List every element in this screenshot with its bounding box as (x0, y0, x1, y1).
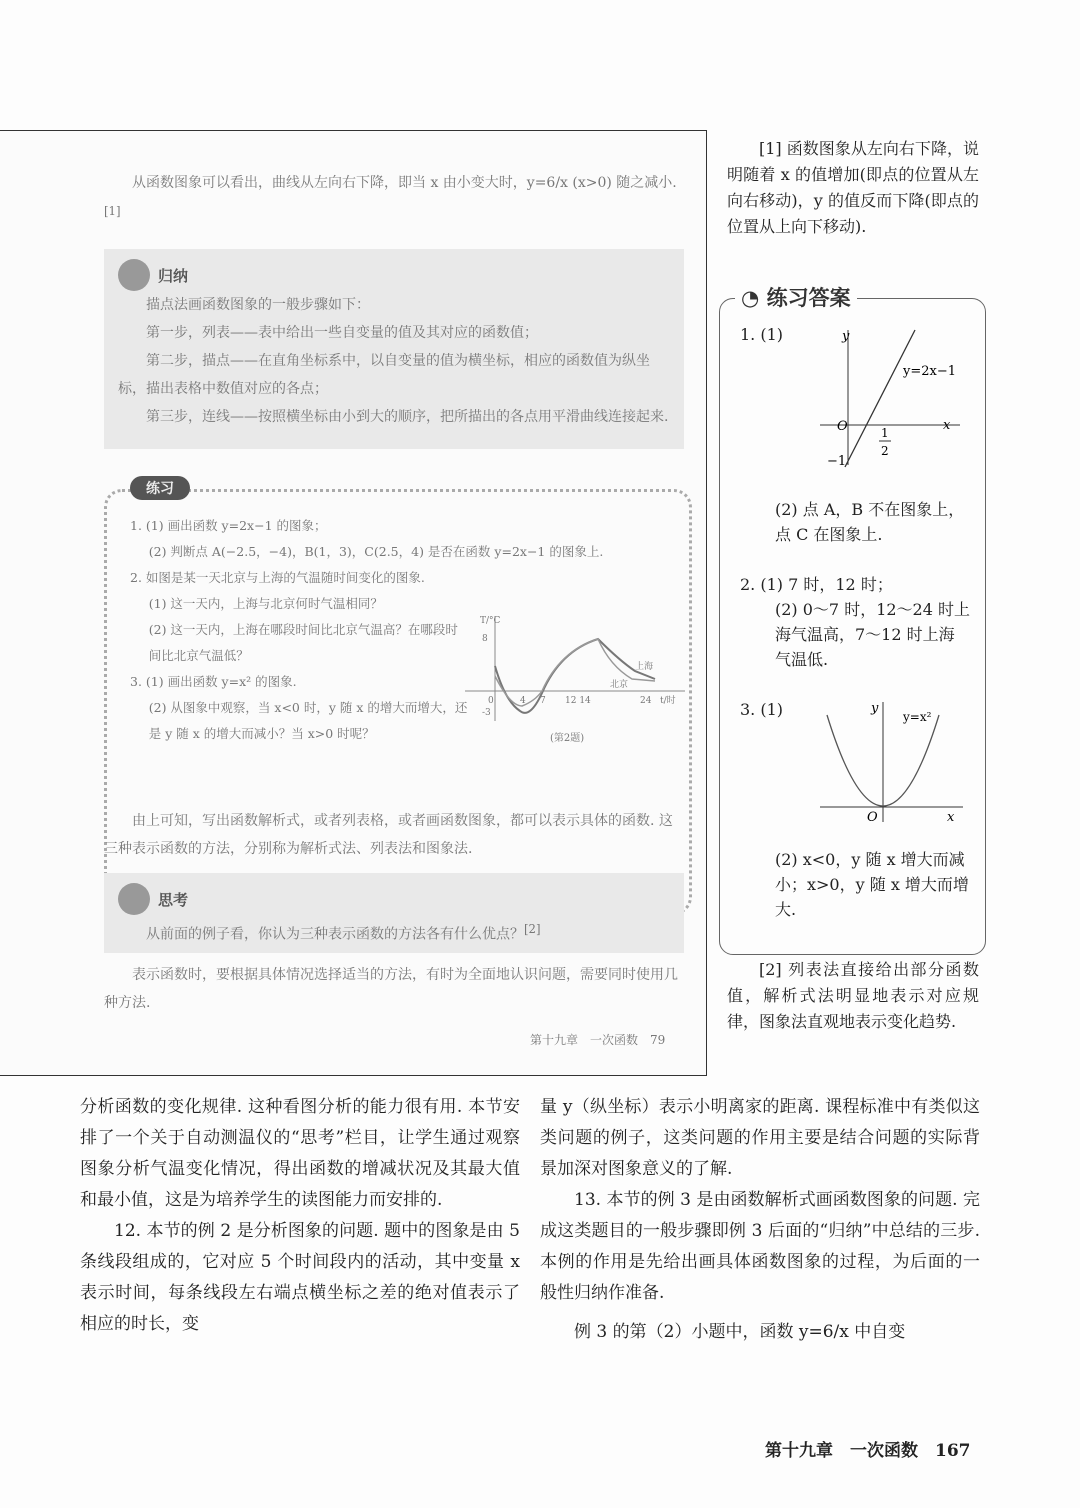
exercise-line: (2) 这一天内，上海在哪段时间比北京气温高？在哪段时间比北京气温低？ (148, 622, 458, 663)
summary-line: 第二步，描点——在直角坐标系中，以自变量的值为横坐标，相应的函数值为纵坐标，描出表格中数值对应的各点； (118, 353, 650, 397)
tick-label: 1 (881, 426, 889, 440)
tick-label: −1 (827, 454, 847, 469)
paragraph: 量 y（纵坐标）表示小明离家的距离. 课程标准中有类似这类问题的例子，这类问题的作用主要是结合问题的实际背景加深对图象意义的了解. (540, 1097, 980, 1179)
axis-label: y (871, 701, 879, 716)
paragraph: 13. 本节的例 3 是由函数解析式画函数图象的问题. 完成这类题目的一般步骤即例 3 后面的“归纳”中总结的三步. 本例的作用是先给出画具体函数图象的过程，为后面的一般性归纳作准备. (540, 1190, 980, 1303)
paragraph: 由上可知，写出函数解析式，或者列表格，或者画函数图象，都可以表示具体的函数. 这三种表示函数的方法，分别称为解析式法、列表法和图象法. (104, 813, 673, 857)
paragraph: 从函数图象可以看出，曲线从左向右下降，即当 x 由小变大时，y=6/x (x>0) 随之减小.[1] (104, 175, 677, 218)
paragraph: 分析函数的变化规律. 这种看图分析的能力很有用. 本节安排了一个关于自动测温仪的“思考”栏目，让学生通过观察图象分析气温变化情况，得出函数的增减状况及其最大值和最小值，这是为培养学生的读图能力而安排的. (80, 1097, 520, 1210)
answer: 1. (1) (740, 325, 784, 344)
think-title: 思考 (158, 890, 189, 909)
exercise-line: 1. (1) 画出函数 y=2x−1 的图象； (130, 518, 327, 533)
fig-caption: (第2题) (550, 733, 585, 744)
answer: 2. (1) 7 时，12 时； (740, 575, 893, 594)
axis-label: x (947, 810, 955, 825)
answer: (2) 0～7 时，12～24 时上海气温高，7～12 时上海气温低. (775, 600, 971, 669)
exercise-line: 3. (1) 画出函数 y=x² 的图象. (130, 674, 297, 689)
exercise-line: (1) 这一天内，上海与北京何时气温相同？ (148, 596, 383, 611)
exercise-line: (2) 判断点 A(−2.5，−4)，B(1，3)，C(2.5，4) 是否在函数 y=2x−1 的图象上. (148, 544, 604, 559)
fig-label: 7 (540, 696, 546, 706)
note-ref: [2] (524, 922, 541, 936)
summary-icon (118, 259, 150, 291)
axis-label: x (943, 418, 951, 433)
margin-note-2: [2] 列表法直接给出部分函数值，解析式法明显地表示对应规律，图象法直观地表示变化趋势. (727, 960, 979, 1031)
paragraph: 12. 本节的例 2 是分析图象的问题. 题中的图象是由 5 条线段组成的，它对应 5 个时间段内的活动，其中变量 x 表示时间，每条线段左右端点横坐标之差的绝对值表示了相应的时长，变 (80, 1221, 520, 1334)
temperature-figure (460, 611, 690, 751)
body-right-column (540, 1092, 980, 1348)
summary-line: 第一步，列表——表中给出一些自变量的值及其对应的函数值； (146, 325, 538, 341)
paragraph: 表示函数时，要根据具体情况选择适当的方法，有时为全面地认识问题，需要同时使用几种方法. (104, 967, 678, 1011)
tick-label: 2 (881, 444, 889, 458)
fig-label: 24 (640, 696, 652, 706)
answers-title: ◔ 练习答案 (735, 282, 857, 312)
exercise-line: (2) 从图象中观察，当 x<0 时，y 随 x 的增大而增大，还是 y 随 x 的增大而减小？当 x>0 时呢？ (148, 700, 468, 741)
curve-label: y=x² (903, 710, 932, 724)
summary-line: 第三步，连线——按照横坐标由小到大的顺序，把所描出的各点用平滑曲线连接起来. (146, 409, 669, 425)
body-left-column (80, 1092, 520, 1340)
graph-parabola (815, 697, 965, 832)
exercise-tag: 练习 (130, 476, 190, 500)
answer: 3. (1) (740, 700, 784, 719)
fig-label: 4 (520, 696, 526, 706)
fig-label: 12 14 (565, 696, 591, 706)
line-label: y=2x−1 (903, 364, 957, 379)
graph-linear (815, 325, 965, 475)
answer: (2) x<0，y 随 x 增大而减小；x>0，y 随 x 增大而增大. (775, 850, 969, 919)
hourglass-icon (118, 883, 150, 915)
summary-title: 归纳 (158, 266, 189, 285)
fig-label: t/时 (660, 696, 676, 706)
margin-note-1: [1] 函数图象从左向右下降，说明随着 x 的值增加(即点的位置从左向右移动)，y 的值反而下降(即点的位置从上向下移动). (727, 139, 979, 236)
fig-label: -3 (482, 708, 491, 718)
fig-label: 上海 (635, 662, 654, 672)
summary-box (104, 249, 684, 449)
origin-label: O (867, 810, 878, 825)
fig-label: T/°C (480, 616, 501, 626)
answer: (2) 点 A，B 不在图象上，点 C 在图象上. (775, 500, 965, 544)
page-footer: 第十九章 一次函数 167 (765, 1441, 971, 1461)
exercise-line: 2. 如图是某一天北京与上海的气温随时间变化的图象. (130, 570, 425, 585)
fig-label: 0 (488, 696, 494, 706)
origin-label: O (837, 419, 848, 434)
paragraph: 例 3 的第（2）小题中，函数 y=6/x 中自变 (574, 1322, 906, 1342)
fig-label: 8 (482, 634, 488, 644)
summary-line: 描点法画函数图象的一般步骤如下： (146, 297, 370, 313)
axis-label: y (842, 329, 850, 344)
fig-label: 北京 (610, 680, 629, 690)
think-text: 从前面的例子看，你认为三种表示函数的方法各有什么优点？ (146, 926, 524, 943)
scan-footer: 第十九章 一次函数 79 (530, 1033, 666, 1047)
scanned-textbook-page (0, 130, 707, 1076)
think-box (104, 873, 684, 953)
